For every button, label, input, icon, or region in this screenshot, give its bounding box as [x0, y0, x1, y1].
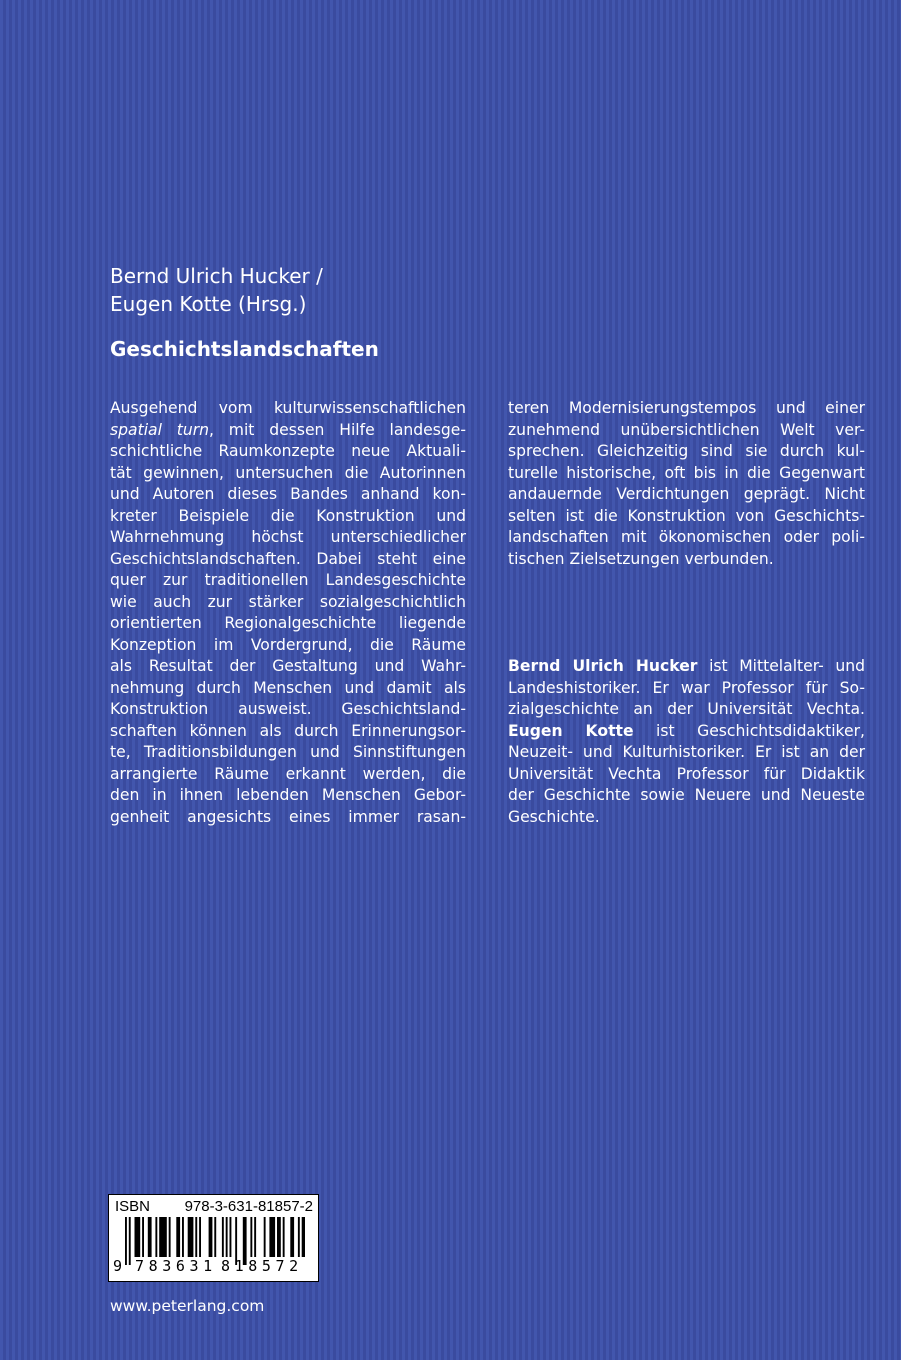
barcode-bar — [159, 1217, 167, 1257]
blurb-line: nehmung durch Menschen und damit als — [110, 678, 466, 697]
blurb-line: Konzeption im Vordergrund, die Räume — [110, 635, 466, 654]
bio-name-hucker: Bernd Ulrich Hucker — [508, 657, 698, 675]
barcode-digit-group: 818572 — [221, 1257, 303, 1275]
barcode-bar — [214, 1217, 216, 1257]
barcode-bar — [125, 1217, 127, 1265]
barcode-bar — [264, 1217, 266, 1257]
barcode-digit-group: 783631 — [135, 1257, 217, 1275]
blurb-line: arrangierte Räume erkannt werden, die — [110, 764, 466, 783]
barcode-bar — [254, 1217, 256, 1257]
barcode-bar — [290, 1217, 294, 1257]
blurb-line: andauernde Verdichtungen geprägt. Nicht — [508, 485, 865, 503]
bio-line: Landeshistoriker. Er war Professor für So- — [508, 678, 865, 697]
barcode-bar — [302, 1217, 305, 1257]
barcode-bar — [277, 1217, 281, 1257]
blurb-line: Konstruktion ausweist. Geschichtsland- — [110, 700, 466, 718]
blurb-line: sprechen. Gleichzeitig sind sie durch kul- — [508, 442, 865, 460]
blurb-line — [110, 420, 466, 442]
blurb-right-column — [508, 398, 865, 570]
bio-text: ist Mittelalter- und — [697, 657, 866, 675]
barcode-bar — [169, 1217, 171, 1257]
barcode-bar — [298, 1217, 300, 1257]
blurb-line: turelle historische, oft bis in die Gegenwart — [508, 463, 865, 482]
blurb-line: teren Modernisierungstempos und einer — [508, 399, 865, 417]
bio-line — [508, 721, 865, 743]
bio-line: Universität Vechta Professor für Didaktik — [508, 764, 865, 783]
barcode-bar — [209, 1217, 213, 1257]
blurb-line: als Resultat der Gestaltung und Wahr- — [110, 657, 466, 675]
blurb-line: genheit angesichts eines immer rasan- — [110, 807, 466, 826]
barcode-bar — [148, 1217, 152, 1257]
barcode-bar — [182, 1217, 184, 1257]
blurb-line: landschaften mit ökonomischen oder poli- — [508, 528, 865, 546]
blurb-line: orientierten Regionalgeschichte liegende — [110, 614, 466, 632]
barcode-bar — [226, 1217, 228, 1257]
author-bios — [508, 656, 865, 828]
blurb-line: schichtliche Raumkonzepte neue Aktuali- — [110, 442, 466, 460]
barcode-bar — [155, 1217, 157, 1257]
editors — [110, 262, 510, 318]
blurb-line: zunehmend unübersichtlichen Welt ver- — [508, 420, 865, 439]
blurb-line: den in ihnen lebenden Menschen Gebor- — [110, 786, 466, 804]
isbn-number: ISBN 978-3-631-81857-2 — [115, 1198, 313, 1215]
editor-2: Eugen Kotte (Hrsg.) — [110, 292, 307, 316]
book-title: Geschichtslandschaften — [110, 337, 379, 361]
blurb-italic-term: spatial turn — [110, 420, 210, 439]
bio-text: ist Geschichtsdidaktiker, — [633, 721, 865, 740]
barcode-bar — [195, 1217, 197, 1257]
bio-name-kotte: Eugen Kotte — [508, 721, 634, 740]
blurb-line: te, Traditionsbildungen und Sinnstiftungen — [110, 743, 466, 761]
barcode-bar — [188, 1217, 194, 1257]
editor-1: Bernd Ulrich Hucker / — [110, 264, 323, 288]
blurb-line: schaften können als durch Erinnerungsor- — [110, 721, 466, 740]
blurb-line: quer zur traditionellen Landesgeschichte — [110, 571, 466, 589]
blurb-line: tischen Zielsetzungen verbunden. — [508, 549, 774, 568]
blurb-line: und Autoren dieses Bandes anhand kon- — [110, 485, 466, 503]
barcode-digit-group: 9 — [113, 1257, 123, 1275]
barcode-bar — [199, 1217, 201, 1257]
blurb-line: selten ist die Konstruktion von Geschichts- — [508, 506, 865, 525]
blurb-line: wie auch zur stärker sozialgeschichtlich — [110, 592, 466, 611]
barcode-bar — [269, 1217, 275, 1257]
publisher-website: www.peterlang.com — [110, 1297, 265, 1315]
isbn-barcode — [108, 1194, 319, 1282]
blurb-line: tät gewinnen, untersuchen die Autorinnen — [110, 463, 466, 482]
barcode-bar — [250, 1217, 252, 1257]
barcode-bar — [142, 1217, 144, 1257]
blurb-line: Ausgehend vom kulturwissenschaftlichen — [110, 399, 466, 417]
bio-line: der Geschichte sowie Neuere und Neueste — [508, 786, 865, 804]
barcode-bar — [176, 1217, 180, 1257]
blurb-line: Geschichtslandschaften. Dabei steht eine — [110, 549, 466, 568]
barcode-bar — [129, 1217, 131, 1265]
barcode-bar — [283, 1217, 285, 1257]
bio-line: Geschichte. — [508, 807, 600, 826]
blurb-line-rest: , mit dessen Hilfe landesge- — [209, 420, 466, 439]
blurb-left-column — [110, 398, 466, 828]
blurb-line: kreter Beispiele die Konstruktion und — [110, 506, 466, 525]
bio-line — [508, 656, 865, 678]
barcode-bar — [230, 1217, 232, 1257]
barcode-bar — [135, 1217, 141, 1257]
barcode-bar — [222, 1217, 224, 1257]
bio-line: Neuzeit- und Kulturhistoriker. Er ist an der — [508, 743, 865, 761]
bio-line: zialgeschichte an der Universität Vechta. — [508, 700, 865, 718]
blurb-line: Wahrnehmung höchst unterschiedlicher — [110, 528, 466, 546]
